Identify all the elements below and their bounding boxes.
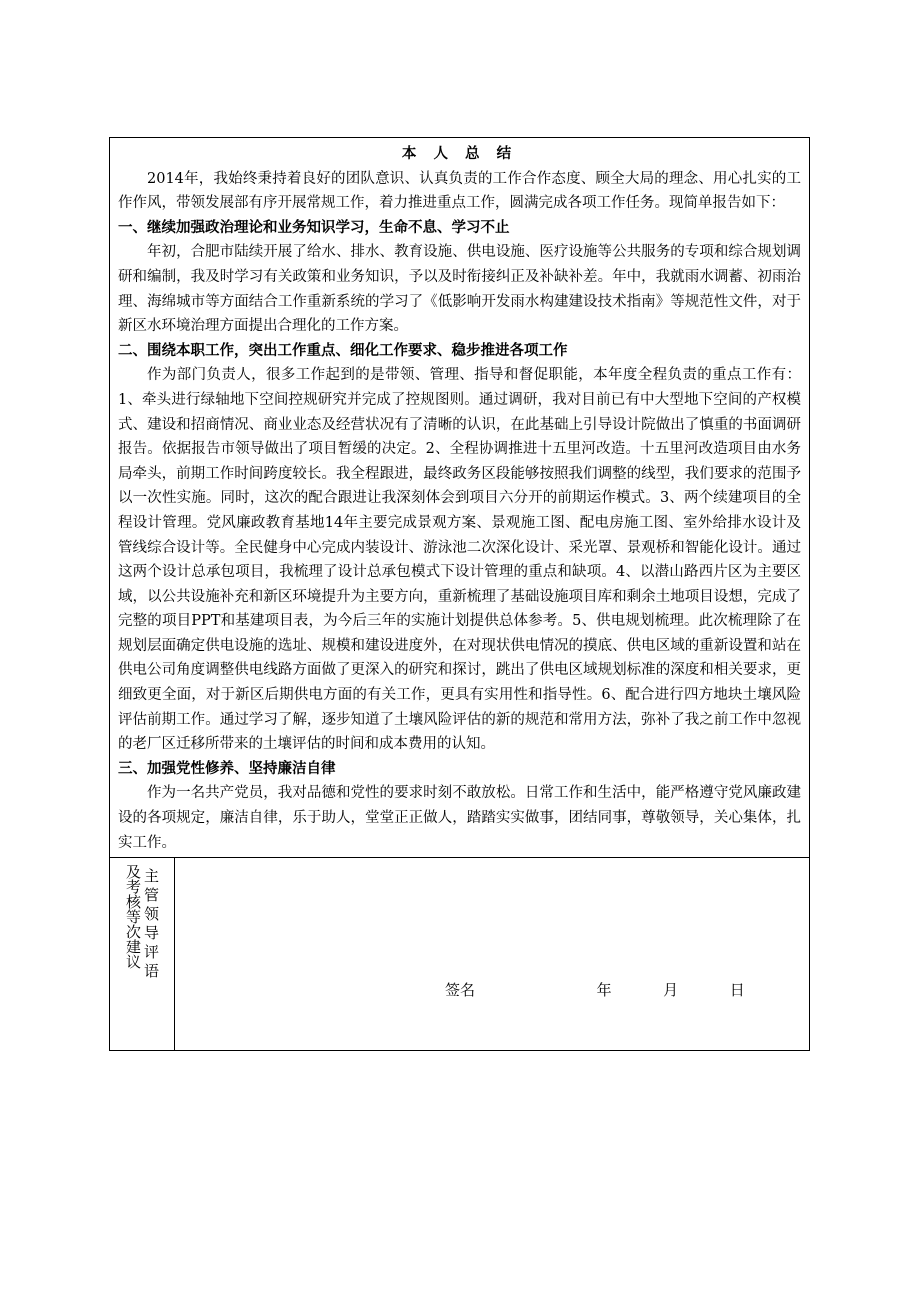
section-2-body: 作为部门负责人，很多工作起到的是带领、管理、指导和督促职能，本年度全程负责的重点工作有：1、牵头进行绿轴地下空间控规研究并完成了控规图则。通过调研，我对目前已有中大型地下空间的产权模式、建设和招商情况、商业业态及经营状况有了清晰的认识，在此基础上引导设计院做出了慎重的书面调研报告。依据报告市领导做出了项目暂缓的决定。2、全程协调推进十五里河改造。十五里河改造项目由水务局牵头，前期工作时间跨度较长。我全程跟进，最终政务区段能够按照我们调整的线型，我们要求的范围予以一次性实施。同时，这次的配合跟进让我深刻体会到项目六分开的前期运作模式。3、两个续建项目的全程设计管理。党风廉政教育基地14年主要完成景观方案、景观施工图、配电房施工图、室外给排水设计及管线综合设计等。全民健身中心完成内装设计、游泳池二次深化设计、采光罩、景观桥和智能化设计。通过这两个设计总承包项目，我梳理了设计总承包模式下设计管理的重点和缺项。4、以潜山路西片区为主要区域，以公共设施补充和新区环境提升为主要方向，重新梳理了基础设施项目库和剩余土地项目设想，完成了完整的项目PPT和基建项目表，为今后三年的实施计划提供总体参考。5、供电规划梳理。此次梳理除了在规划层面确定供电设施的选址、规模和建设进度外，在对现状供电情况的摸底、供电区域的重新设置和站在供电公司角度调整供电线路方面做了更深入的研究和探讨，跳出了供电区域规划标准的深度和相关要求，更细致更全面，对于新区后期供电方面的有关工作，更具有实用性和指导性。6、配合进行四方地块土壤风险评估前期工作。通过学习了解，逐步知道了土壤风险评估的新的规范和常用方法，弥补了我之前工作中忽视的老厂区迁移所带来的土壤评估的时间和成本费用的认知。 xyxy=(118,367,801,753)
summary-section xyxy=(110,138,809,857)
section-1-heading: 一、继续加强政治理论和业务知识学习，生命不息、学习不止 xyxy=(118,219,510,236)
signature-label: 签名 xyxy=(445,981,476,1000)
section-1-body: 年初，合肥市陆续开展了给水、排水、教育设施、供电设施、医疗设施等公共服务的专项和综合规划调研和编制，我及时学习有关政策和业务知识，予以及时衔接纠正及补缺补差。年中，我就雨水调蓄、初雨治理、海绵城市等方面结合工作重新系统的学习了《低影响开发雨水构建建设技术指南》等规范性文件，对于新区水环境治理方面提出合理化的工作方案。 xyxy=(118,244,801,335)
section-3-body: 作为一名共产党员，我对品德和党性的要求时刻不敢放松。日常工作和生活中，能严格遵守党风廉政建设的各项规定，廉洁自律，乐于助人，堂堂正正做人，踏踏实实做事，团结同事，尊敬领导，关心集体，扎实工作。 xyxy=(118,785,801,851)
month-label: 月 xyxy=(663,981,679,1000)
summary-title: 本 人 总 结 xyxy=(401,145,518,162)
section-3-heading: 三、加强党性修养、坚持廉洁自律 xyxy=(118,760,336,777)
day-label: 日 xyxy=(729,981,745,1000)
review-section xyxy=(110,857,809,1050)
year-label: 年 xyxy=(596,981,612,1000)
review-label-cell xyxy=(110,858,175,1050)
summary-form xyxy=(109,137,810,1051)
signature-row xyxy=(445,979,745,1000)
intro-paragraph: 2014年，我始终秉持着良好的团队意识、认真负责的工作合作态度、顾全大局的理念、用心扎实的工作作风，带领发展部有序开展常规工作，着力推进重点工作，圆满完成各项工作任务。现简单报告如下： xyxy=(118,170,801,212)
review-content-cell[interactable] xyxy=(175,858,809,1050)
review-label-left: 主管领导评语 xyxy=(142,868,160,983)
section-2-heading: 二、围绕本职工作，突出工作重点、细化工作要求、稳步推进各项工作 xyxy=(118,342,568,359)
review-label-right: 及考核等次建议 xyxy=(124,864,142,970)
